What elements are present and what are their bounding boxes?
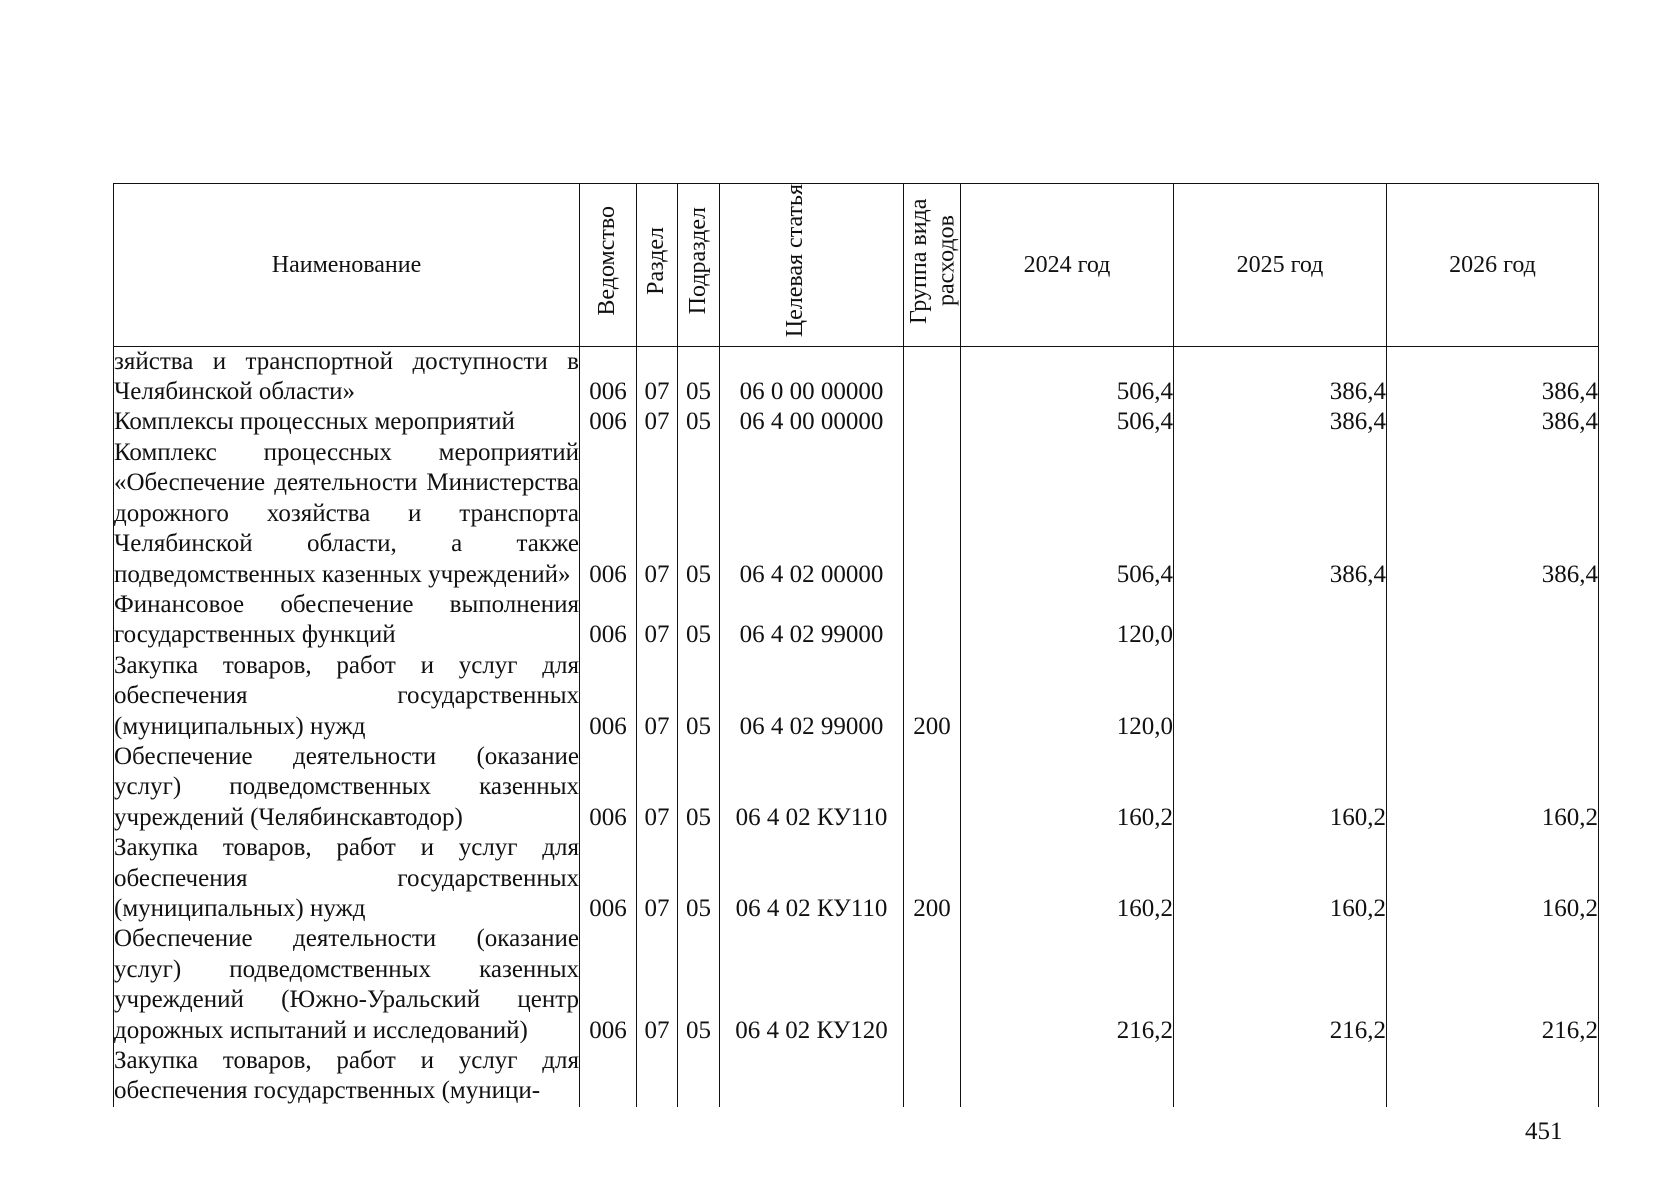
row-subsection [678,1046,720,1107]
row-name: зяйства и транспортной доступности в Челябинской области» [114,346,580,407]
header-year-2026: 2026 год [1387,184,1599,347]
table-row [114,924,1599,1046]
row-expense-group [904,590,961,651]
row-name: Закупка товаров, работ и услуг для обеспечения государственных (муници- [114,1046,580,1107]
row-value-2025: 386,4 [1174,346,1387,407]
row-subsection: 05 [678,742,720,833]
row-target-article: 06 4 02 99000 [720,651,904,742]
row-expense-group [904,1046,961,1107]
row-value-2024: 506,4 [961,346,1174,407]
table-row [114,833,1599,924]
row-expense-group [904,346,961,407]
row-target-article [720,1046,904,1107]
row-value-2025 [1174,651,1387,742]
row-subsection: 05 [678,833,720,924]
row-value-2025: 216,2 [1174,924,1387,1046]
row-value-2026: 160,2 [1387,833,1599,924]
table-row [114,742,1599,833]
row-value-2026: 386,4 [1387,407,1599,437]
row-ministry: 006 [580,346,637,407]
row-ministry: 006 [580,590,637,651]
row-name: Закупка товаров, работ и услуг для обеспечения государственных (муниципальных) нужд [114,651,580,742]
row-name: Обеспечение деятельности (оказание услуг) подведомственных казенных учреждений (Челябинскавтодор) [114,742,580,833]
row-ministry: 006 [580,438,637,590]
table-row [114,651,1599,742]
row-value-2025 [1174,590,1387,651]
header-name: Наименование [114,184,580,347]
row-ministry: 006 [580,407,637,437]
row-expense-group [904,407,961,437]
row-value-2024: 160,2 [961,833,1174,924]
row-value-2026 [1387,1046,1599,1107]
row-name: Комплексы процессных мероприятий [114,407,580,437]
row-ministry [580,1046,637,1107]
row-target-article: 06 4 02 КУ120 [720,924,904,1046]
row-value-2025: 160,2 [1174,833,1387,924]
row-value-2024: 120,0 [961,651,1174,742]
row-target-article: 06 0 00 00000 [720,346,904,407]
row-subsection: 05 [678,590,720,651]
row-target-article: 06 4 02 КУ110 [720,833,904,924]
row-subsection: 05 [678,407,720,437]
row-ministry: 006 [580,924,637,1046]
row-section: 07 [637,924,678,1046]
table-row [114,1046,1599,1107]
row-subsection: 05 [678,651,720,742]
row-section: 07 [637,346,678,407]
row-section: 07 [637,742,678,833]
row-value-2026: 386,4 [1387,438,1599,590]
row-name: Финансовое обеспечение выполнения государственных функций [114,590,580,651]
row-section: 07 [637,438,678,590]
row-value-2025: 386,4 [1174,407,1387,437]
table-header [114,184,1599,347]
row-value-2025: 386,4 [1174,438,1387,590]
row-subsection: 05 [678,346,720,407]
row-value-2024: 506,4 [961,407,1174,437]
row-value-2026 [1387,590,1599,651]
row-expense-group: 200 [904,651,961,742]
header-subsection: Подраздел [678,184,720,347]
row-value-2024 [961,1046,1174,1107]
row-target-article: 06 4 02 КУ110 [720,742,904,833]
row-expense-group [904,742,961,833]
row-ministry: 006 [580,742,637,833]
row-value-2024: 160,2 [961,742,1174,833]
row-value-2026: 160,2 [1387,742,1599,833]
row-section: 07 [637,590,678,651]
row-expense-group: 200 [904,833,961,924]
budget-table [113,183,1599,1107]
row-ministry: 006 [580,833,637,924]
header-section: Раздел [637,184,678,347]
row-target-article: 06 4 02 00000 [720,438,904,590]
row-value-2024: 120,0 [961,590,1174,651]
row-expense-group [904,438,961,590]
row-section: 07 [637,651,678,742]
row-value-2026: 216,2 [1387,924,1599,1046]
header-target-article: Целевая статья [720,184,904,347]
row-name: Обеспечение деятельности (оказание услуг) подведомственных казенных учреждений (Южно-Уральский центр дорожных испытаний и исследований) [114,924,580,1046]
row-value-2026 [1387,651,1599,742]
page-number: 451 [1525,1118,1563,1145]
row-value-2024: 506,4 [961,438,1174,590]
row-value-2025: 160,2 [1174,742,1387,833]
row-expense-group [904,924,961,1046]
table-row [114,407,1599,437]
header-year-2024: 2024 год [961,184,1174,347]
table-row [114,438,1599,590]
row-value-2025 [1174,1046,1387,1107]
header-expense-group: Группа вида расходов [904,184,961,347]
row-section [637,1046,678,1107]
table-body [114,346,1599,1107]
row-value-2026: 386,4 [1387,346,1599,407]
row-ministry: 006 [580,651,637,742]
row-section: 07 [637,833,678,924]
row-name: Комплекс процессных мероприятий «Обеспечение деятельности Министерства дорожного хозяйства и транспорта Челябинской области, а также подведомственных казенных учреждений» [114,438,580,590]
table-row [114,346,1599,407]
row-subsection: 05 [678,924,720,1046]
row-subsection: 05 [678,438,720,590]
row-name: Закупка товаров, работ и услуг для обеспечения государственных (муниципальных) нужд [114,833,580,924]
header-ministry: Ведомство [580,184,637,347]
row-value-2024: 216,2 [961,924,1174,1046]
row-section: 07 [637,407,678,437]
table-row [114,590,1599,651]
row-target-article: 06 4 02 99000 [720,590,904,651]
header-year-2025: 2025 год [1174,184,1387,347]
row-target-article: 06 4 00 00000 [720,407,904,437]
